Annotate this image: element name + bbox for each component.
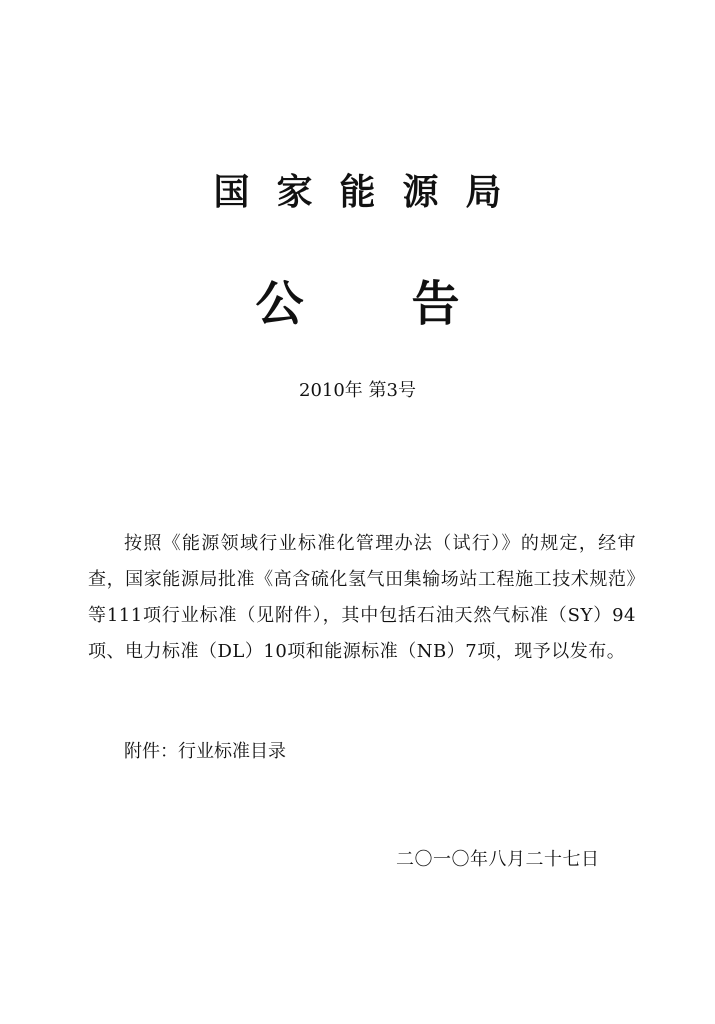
issue-date: 二〇一〇年八月二十七日: [396, 849, 600, 870]
issuing-organization: 国家能源局: [213, 171, 529, 213]
document-number: 2010年 第3号: [299, 380, 416, 401]
notice-title: 公告: [255, 276, 568, 332]
attachment-line: 附件：行业标准目录: [124, 741, 286, 762]
notice-body: 按照《能源领域行业标准化管理办法（试行）》的规定，经审查，国家能源局批准《高含硫化氢气田集输场站工程施工技术规范》等111项行业标准（见附件），其中包括石油天然气标准（SY）94项、电力标准（DL）10项和能源标准（NB）7项，现予以发布。: [88, 533, 636, 662]
